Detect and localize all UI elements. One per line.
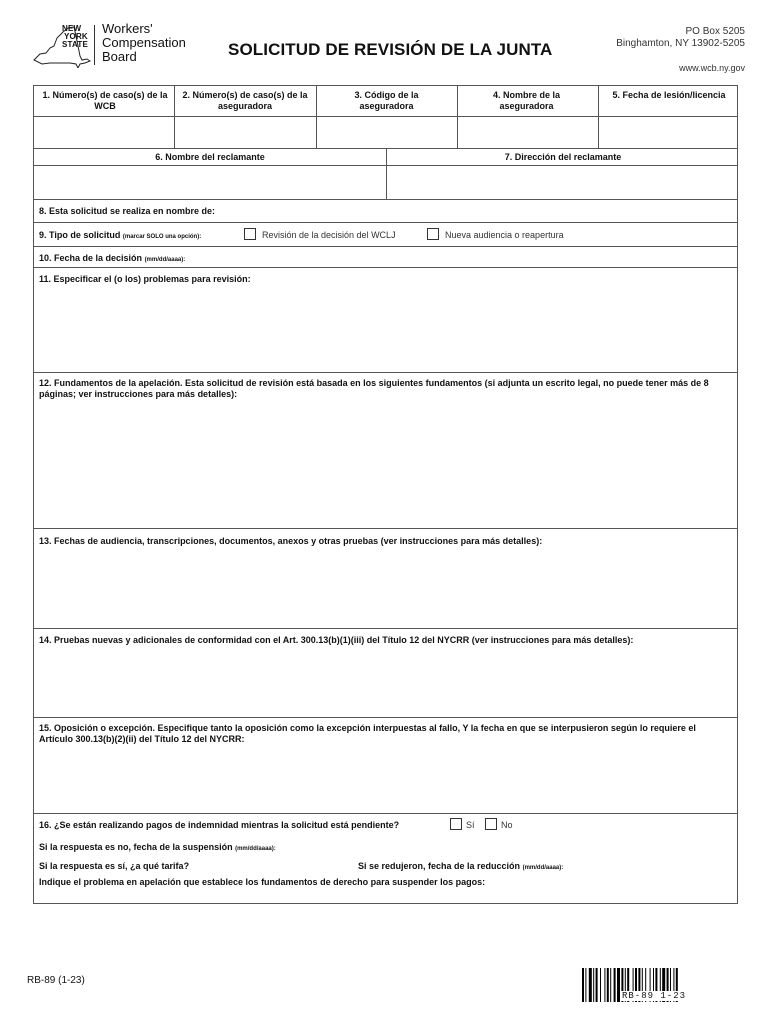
nys-logo-text: NEW YORK STATE [62, 24, 89, 49]
label-payment-rate: Si la respuesta es sí, ¿a qué tarifa? [39, 861, 190, 871]
checkbox-rehearing[interactable] [427, 228, 439, 240]
checkbox-payments-no[interactable] [485, 818, 497, 830]
form-body [33, 85, 738, 904]
input-new-evidence[interactable] [39, 651, 733, 713]
form-code: RB-89 (1-23) [27, 975, 85, 986]
label-new-evidence: 14. Pruebas nuevas y adicionales de conformidad con el Art. 300.13(b)(1)(iii) del Título 12 del NYCRR (ver instrucciones para más detalles): [39, 635, 634, 645]
label-claimant-name: 6. Nombre del reclamante [155, 152, 265, 162]
label-grounds-for-appeal: 12. Fundamentos de la apelación. Esta solicitud de revisión está basada en los siguientes fundamentos (si adjunta un escrito legal, no puede tener más de 8 páginas; ver instrucciones para más detalles): [39, 378, 709, 399]
website-link[interactable]: www.wcb.ny.gov [679, 63, 745, 73]
label-reduction-date: Si se redujeron, fecha de la reducción (mm/dd/aaaa): [358, 861, 564, 871]
input-hearing-dates-evidence[interactable] [39, 552, 733, 624]
label-on-behalf-of: 8. Esta solicitud se realiza en nombre de: [39, 206, 216, 216]
checkbox-payments-yes[interactable] [450, 818, 462, 830]
label-objection-exception: 15. Oposición o excepción. Especifique tanto la oposición como la excepción interpuestas al fallo, Y la fecha en que se interpusieron según lo requiere el Artículo 300.13(b)(2)(ii) del Título 12 del NYCRR: [39, 723, 696, 744]
input-suspension-date[interactable] [314, 840, 734, 854]
option-payments-no: No [501, 820, 513, 830]
input-carrier-code[interactable] [317, 117, 457, 148]
wcb-logo-text: Workers' Compensation Board [102, 21, 186, 64]
option-rehearing: Nueva audiencia o reapertura [445, 230, 564, 240]
label-request-type: 9. Tipo de solicitud (marcar SOLO una opción): [39, 230, 202, 240]
option-wclj-review: Revisión de la decisión del WCLJ [262, 230, 396, 240]
input-on-behalf-of[interactable] [234, 204, 734, 218]
input-issues-for-review[interactable] [39, 288, 733, 368]
logo-divider [94, 25, 95, 65]
label-legal-grounds-suspend: Indique el problema en apelación que establece los fundamentos de derecho para suspender los pagos: [39, 877, 486, 887]
input-payment-rate[interactable] [214, 859, 349, 873]
label-hearing-dates-evidence: 13. Fechas de audiencia, transcripciones, documentos, anexos y otras pruebas (ver instrucciones para más detalles): [39, 536, 543, 546]
label-injury-date: 5. Fecha de lesión/licencia [612, 90, 726, 100]
label-issues-for-review: 11. Especificar el (o los) problemas para revisión: [39, 274, 251, 284]
label-suspension-date: Si la respuesta es no, fecha de la suspensión (mm/dd/aaaa): [39, 842, 276, 852]
input-claimant-address[interactable] [387, 166, 738, 199]
input-objection-exception[interactable] [39, 750, 733, 810]
label-decision-date: 10. Fecha de la decisión (mm/dd/aaaa): [39, 253, 186, 263]
input-grounds-for-appeal[interactable] [39, 404, 733, 524]
barcode-label: RB-89 1-23 [622, 991, 687, 1001]
label-carrier-code: 3. Código de la aseguradora [354, 90, 419, 111]
input-decision-date[interactable] [214, 250, 734, 264]
label-carrier-case-number: 2. Número(s) de caso(s) de la aseguradora [182, 90, 308, 111]
option-payments-yes: Sí [466, 820, 475, 830]
input-carrier-case-number[interactable] [175, 117, 316, 148]
input-carrier-name[interactable] [458, 117, 598, 148]
checkbox-wclj-review[interactable] [244, 228, 256, 240]
input-claimant-name[interactable] [34, 166, 386, 199]
form-title: SOLICITUD DE REVISIÓN DE LA JUNTA [228, 40, 553, 59]
input-wcb-case-number[interactable] [34, 117, 174, 148]
input-reduction-date[interactable] [599, 859, 734, 873]
mailing-address: PO Box 5205 Binghamton, NY 13902-5205 [616, 26, 745, 49]
label-claimant-address: 7. Dirección del reclamante [504, 152, 622, 162]
input-injury-date[interactable] [599, 117, 738, 148]
label-payments-pending: 16. ¿Se están realizando pagos de indemnidad mientras la solicitud está pendiente? [39, 820, 400, 830]
label-carrier-name: 4. Nombre de la aseguradora [492, 90, 561, 111]
label-wcb-case-number: 1. Número(s) de caso(s) de la WCB [42, 90, 168, 111]
input-legal-grounds-suspend[interactable] [39, 889, 733, 901]
